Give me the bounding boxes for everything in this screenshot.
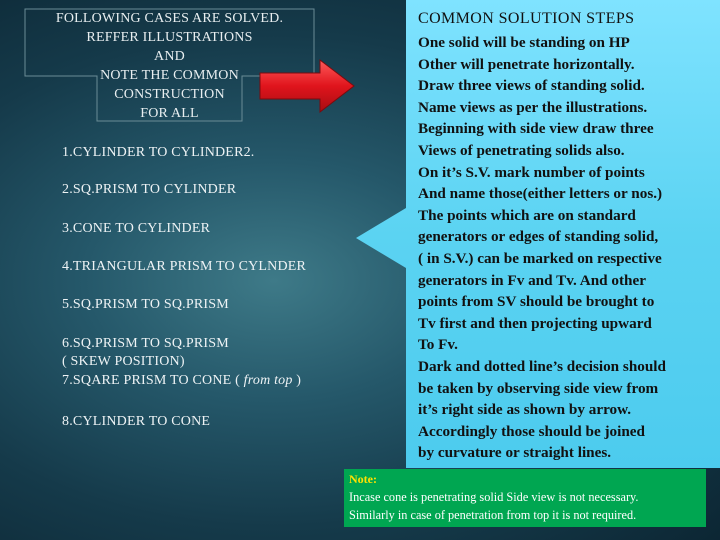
- case-item-7-italic: from top: [243, 373, 293, 388]
- case-item-7: [62, 372, 301, 389]
- note-line: Similarly in case of penetration from top it is not required.: [349, 508, 637, 522]
- case-item-4: 4.TRIANGULAR PRISM TO CYLNDER: [62, 259, 307, 274]
- step-line: ( in S.V.) can be marked on respective: [418, 249, 662, 267]
- case-item-6: 6.SQ.PRISM TO SQ.PRISM: [62, 336, 229, 351]
- note-label: Note:: [349, 472, 377, 486]
- step-line: points from SV should be brought to: [418, 293, 655, 311]
- step-line: One solid will be standing on HP: [418, 34, 630, 51]
- case-item-3: 3.CONE TO CYLINDER: [62, 221, 211, 236]
- step-line: Draw three views of standing solid.: [418, 77, 645, 95]
- step-line: The points which are on standard: [418, 206, 636, 224]
- step-line: be taken by observing side view from: [418, 379, 659, 397]
- step-line: Dark and dotted line’s decision should: [418, 357, 666, 375]
- intro-line: FOR ALL: [140, 106, 199, 121]
- intro-line: NOTE THE COMMON: [100, 68, 239, 83]
- step-line: Name views as per the illustrations.: [418, 98, 648, 116]
- step-line: To Fv.: [418, 336, 458, 354]
- steps-list: [418, 32, 720, 464]
- case-item-8: 8.CYLINDER TO CONE: [62, 414, 211, 429]
- case-item-7-close: ): [292, 373, 302, 388]
- intro-line: CONSTRUCTION: [114, 87, 225, 102]
- case-item-1: 1.CYLINDER TO CYLINDER2.: [62, 145, 255, 160]
- step-line: Beginning with side view draw three: [418, 120, 654, 138]
- note-line: Incase cone is penetrating solid Side view is not necessary.: [349, 490, 639, 504]
- step-line: On it’s S.V. mark number of points: [418, 163, 645, 181]
- steps-title: COMMON SOLUTION STEPS: [418, 10, 635, 27]
- step-line: Other will penetrate horizontally.: [418, 55, 635, 73]
- case-item-2: 2.SQ.PRISM TO CYLINDER: [62, 182, 237, 197]
- step-line: And name those(either letters or nos.): [418, 185, 663, 203]
- intro-line: AND: [154, 49, 185, 64]
- step-line: Accordingly those should be joined: [418, 422, 645, 440]
- step-line: Tv first and then projecting upward: [418, 314, 652, 332]
- case-item-6-note: ( SKEW POSITION): [62, 354, 185, 369]
- step-line: by curvature or straight lines.: [418, 444, 612, 462]
- arrow-right-icon: [258, 56, 358, 116]
- note-body: [349, 488, 638, 524]
- step-line: generators in Fv and Tv. And other: [418, 271, 646, 289]
- note-box: [344, 469, 706, 527]
- case-item-5: 5.SQ.PRISM TO SQ.PRISM: [62, 297, 229, 312]
- case-item-7-text: 7.SQARE PRISM TO CONE (: [62, 373, 244, 388]
- step-line: it’s right side as shown by arrow.: [418, 401, 632, 419]
- intro-line: REFFER ILLUSTRATIONS: [86, 30, 253, 45]
- step-line: Views of penetrating solids also.: [418, 141, 625, 159]
- intro-line: FOLLOWING CASES ARE SOLVED.: [55, 11, 284, 26]
- step-line: generators or edges of standing solid,: [418, 228, 659, 246]
